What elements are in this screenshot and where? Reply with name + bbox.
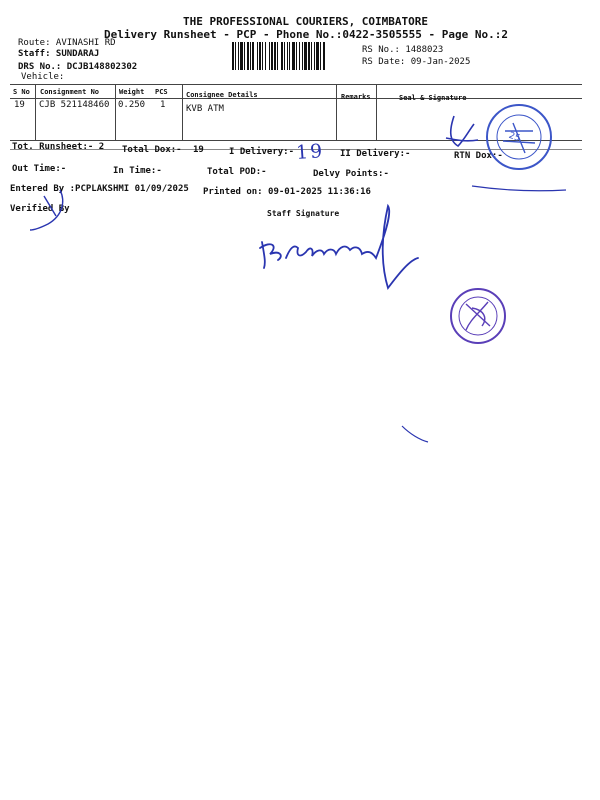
table-row-weight: 0.250: [118, 100, 146, 110]
total-dox-value: 19: [193, 145, 204, 155]
total-pod-label: Total POD:-: [207, 167, 267, 177]
verified-by-label: Verified By: [10, 204, 70, 214]
table-row-sno: 19: [14, 100, 25, 110]
col-header-remarks: Remarks: [341, 93, 371, 101]
rtn-dox-label: RTN Dox:-: [454, 151, 503, 161]
col-header-consignee: Consignee Details: [186, 91, 258, 99]
table-row-consignee: KVB ATM: [186, 104, 224, 114]
col-divider: [182, 84, 183, 141]
purple-stamp: [448, 286, 508, 346]
col-header-weight: Weight: [119, 88, 145, 96]
barcode-image: [232, 42, 354, 70]
rs-date: RS Date: 09-Jan-2025: [362, 57, 471, 67]
vehicle-label: Vehicle:: [21, 72, 65, 82]
col-divider: [35, 84, 36, 141]
total-dox-label: Total Dox:-: [122, 145, 182, 155]
table-row-pcs: 1: [160, 100, 166, 110]
tot-runsheet: Tot. Runsheet:- 2: [12, 142, 105, 152]
company-title: THE PROFESSIONAL COURIERS, COIMBATORE: [183, 15, 429, 28]
in-time-label: In Time:-: [113, 166, 162, 176]
printed-on: Printed on: 09-01-2025 11:36:16: [203, 187, 371, 197]
seal-scribble-mark: [440, 110, 480, 155]
rtn-dox-swoosh: [470, 180, 570, 200]
out-time-label: Out Time:-: [12, 164, 67, 174]
col-header-pcs: PCS: [155, 88, 168, 96]
staff-label: Staff: SUNDARAJ: [18, 49, 100, 59]
ii-delivery-label: II Delivery:-: [340, 149, 411, 159]
drs-number: DRS No.: DCJB148802302: [18, 62, 138, 72]
round-stamp: [483, 101, 555, 173]
col-divider: [336, 84, 337, 141]
route-label: Route: AVINASHI RD: [18, 38, 116, 48]
delvy-points-label: Delvy Points:-: [313, 169, 389, 179]
stray-pen-mark: [400, 424, 432, 446]
col-header-sno: S No: [13, 88, 30, 96]
verified-by-signature: [26, 186, 76, 236]
staff-signature: [250, 202, 425, 297]
col-divider: [376, 84, 377, 141]
handwritten-i-delivery: 19: [295, 140, 325, 164]
entered-by: Entered By :PCPLAKSHMI 01/09/2025: [10, 184, 189, 194]
svg-text:25: 25: [507, 130, 522, 145]
col-header-consignment: Consignment No: [40, 88, 100, 96]
i-delivery-label: I Delivery:-: [229, 147, 295, 157]
table-top-rule: [10, 84, 582, 85]
staff-signature-label: Staff Signature: [267, 209, 340, 218]
table-header-rule: [10, 98, 582, 99]
table-row-consignment: CJB 521148460: [39, 100, 110, 110]
col-divider: [115, 84, 116, 141]
col-header-seal: Seal & Signature: [399, 94, 467, 102]
rs-number: RS No.: 1488023: [362, 45, 444, 55]
runsheet-subtitle: Delivery Runsheet - PCP - Phone No.:0422-3505555 - Page No.:2: [104, 28, 508, 41]
